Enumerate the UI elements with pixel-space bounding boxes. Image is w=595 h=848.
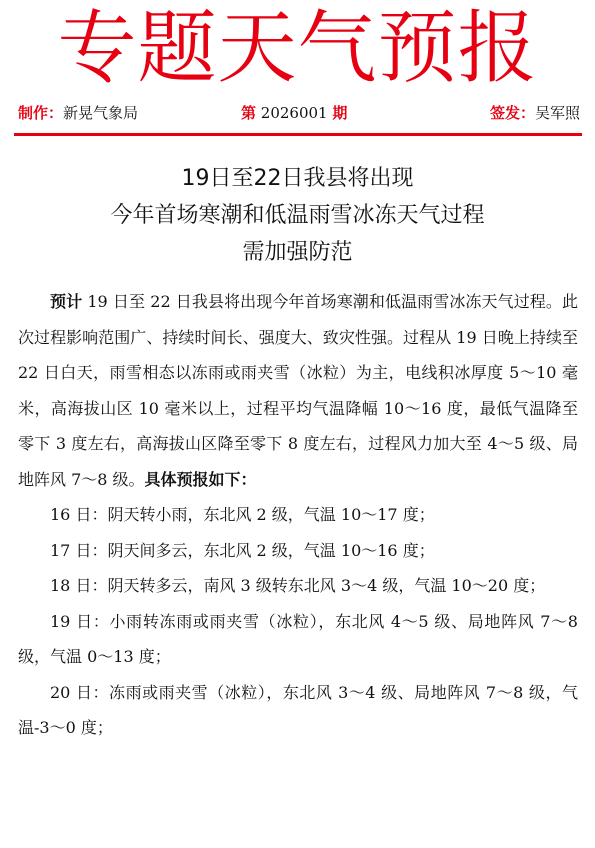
issue-number (241, 100, 347, 126)
issue-prefix: 第 (241, 104, 257, 122)
issue-meta-bar (18, 100, 580, 126)
signer-name: 吴军照 (534, 104, 580, 122)
forecast-day: 16 日：阴天转小雨，东北风 2 级，气温 10～17 度； (50, 505, 435, 524)
producer-label: 制作： (18, 104, 64, 122)
summary-text: 19 日至 22 日我县将出现今年首场寒潮和低温雨雪冰冻天气过程。此次过程影响范围广、持续时间长、强度大、致灾性强。过程从 19 日晚上持续至 22 日白天，雨雪相态以冻雨或雨夹雪（冰粒）为主，电线积冰厚度 5～10 毫米，高海拔山区 10 毫米以上，过程平均气温降幅 10～16 度，最低气温降至零下 3 度左右，高海拔山区降至零下 8 度左右，过程风力加大至 4～5 级、局地阵风 7～8 级。 (18, 292, 578, 489)
issue-number-value: 2026001 (256, 104, 333, 122)
summary-paragraph (18, 284, 578, 497)
summary-lead: 预计 (50, 292, 83, 311)
producer-name: 新晃气象局 (63, 104, 139, 122)
issue-suffix: 期 (332, 104, 348, 122)
producer (18, 100, 138, 126)
summary-outro: 具体预报如下： (144, 469, 257, 489)
header-divider (14, 133, 582, 136)
forecast-day: 20 日：冻雨或雨夹雪（冰粒），东北风 3～4 级、局地阵风 7～8 级，气温-3～0 度； (18, 682, 578, 737)
forecast-day: 18 日：阴天转多云，南风 3 级转东北风 3～4 级，气温 10～20 度； (50, 576, 546, 595)
forecast-day: 19 日：小雨转冻雨或雨夹雪（冰粒），东北风 4～5 级、局地阵风 7～8 级，气温 0～13 度； (18, 611, 578, 666)
document-headline (0, 160, 595, 271)
headline-line-2: 今年首场寒潮和低温雨雪冰冻天气过程 (110, 203, 485, 228)
headline-line-3: 需加强防范 (242, 240, 353, 265)
forecast-day: 17 日：阴天间多云，东北风 2 级，气温 10～16 度； (50, 540, 435, 560)
signer (490, 100, 580, 126)
document-body (18, 284, 578, 746)
signer-label: 签发： (489, 104, 535, 122)
masthead-title: 专题天气预报 (57, 2, 538, 94)
headline-line-1: 19日至22日我县将出现 (181, 166, 414, 191)
